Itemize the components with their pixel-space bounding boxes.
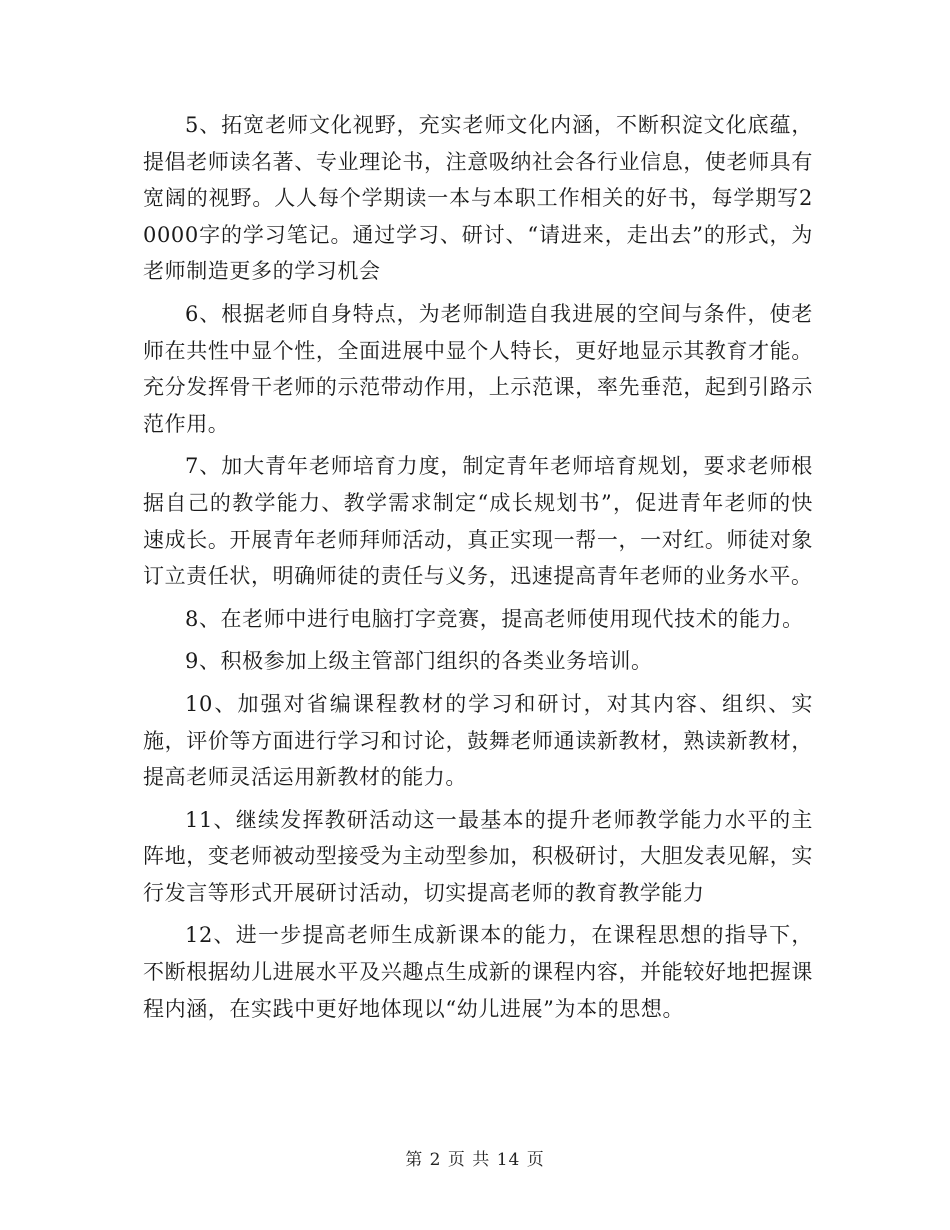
page-number-footer: 第 2 页 共 14 页 bbox=[405, 1150, 545, 1170]
paragraph-6: 6、根据老师自身特点，为老师制造自我进展的空间与条件，使老师在共性中显个性，全面进展中显个人特长，更好地显示其教育才能。充分发挥骨干老师的示范带动作用，上示范课，率先垂范，起到引路示范作用。 bbox=[143, 301, 813, 436]
paragraph-11: 11、继续发挥教研活动这一最基本的提升老师教学能力水平的主阵地，变老师被动型接受为主动型参加，积极研讨，大胆发表见解，实行发言等形式开展研讨活动，切实提高老师的教育教学能力 bbox=[143, 807, 813, 905]
paragraph-12: 12、进一步提高老师生成新课本的能力，在课程思想的指导下，不断根据幼儿进展水平及兴趣点生成新的课程内容，并能较好地把握课程内涵，在实践中更好地体现以“幼儿进展”为本的思想。 bbox=[143, 923, 813, 1021]
paragraph-7: 7、加大青年老师培育力度，制定青年老师培育规划，要求老师根据自己的教学能力、教学需求制定“成长规划书”，促进青年老师的快速成长。开展青年老师拜师活动，真正实现一帮一，一对红。师徒对象订立责任状，明确师徒的责任与义务，迅速提高青年老师的业务水平。 bbox=[143, 454, 813, 589]
document-body bbox=[143, 107, 813, 1033]
paragraph-5: 5、拓宽老师文化视野，充实老师文化内涵，不断积淀文化底蕴，提倡老师读名著、专业理论书，注意吸纳社会各行业信息，使老师具有宽阔的视野。人人每个学期读一本与本职工作相关的好书，每学期写20000字的学习笔记。通过学习、研讨、“请进来，走出去”的形式，为老师制造更多的学习机会 bbox=[143, 113, 813, 284]
paragraph-10: 10、加强对省编课程教材的学习和研讨，对其内容、组织、实施，评价等方面进行学习和讨论，鼓舞老师通读新教材，熟读新教材，提高老师灵活运用新教材的能力。 bbox=[143, 691, 813, 790]
paragraph-8: 8、在老师中进行电脑打字竞赛，提高老师使用现代技术的能力。 bbox=[185, 606, 804, 631]
paragraph-9: 9、积极参加上级主管部门组织的各类业务培训。 bbox=[185, 649, 653, 674]
